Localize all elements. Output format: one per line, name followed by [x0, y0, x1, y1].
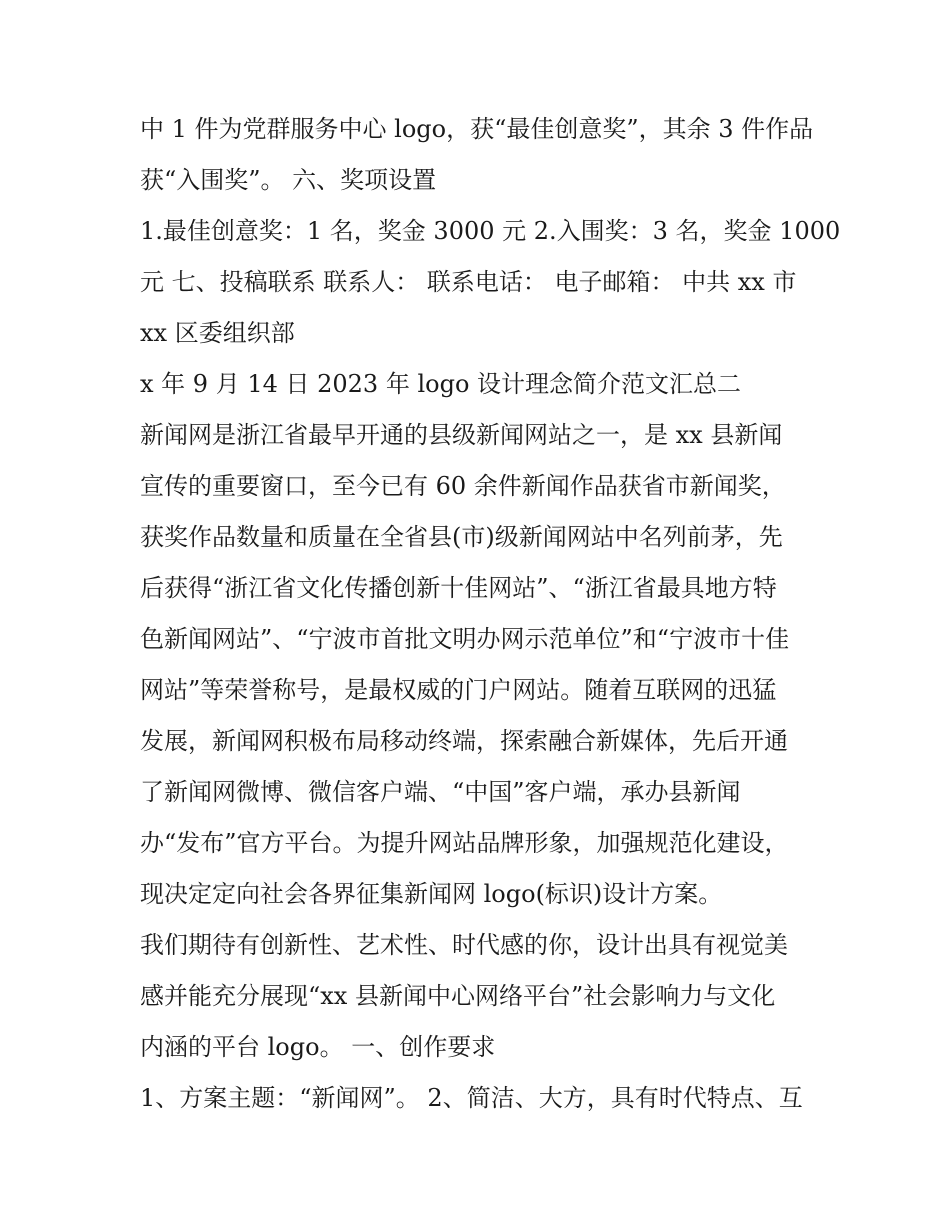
text-line: 感并能充分展现“xx 县新闻中心网络平台”社会影响力与文化	[140, 982, 776, 1010]
text-line: 发展，新闻网积极布局移动终端，探索融合新媒体，先后开通	[140, 727, 788, 755]
text-line: 1.最佳创意奖：1 名，奖金 3000 元 2.入围奖：3 名，奖金 1000	[140, 217, 841, 245]
text-line: xx 区委组织部	[140, 319, 295, 347]
section-heading: x 年 9 月 14 日 2023 年 logo 设计理念简介范文汇总二	[140, 370, 742, 398]
text-line: 我们期待有创新性、艺术性、时代感的你，设计出具有视觉美	[140, 931, 788, 959]
text-line: 办“发布”官方平台。为提升网站品牌形象，加强规范化建设，	[140, 829, 789, 857]
text-line: 网站”等荣誉称号，是最权威的门户网站。随着互联网的迅猛	[140, 676, 777, 704]
text-line: 新闻网是浙江省最早开通的县级新闻网站之一，是 xx 县新闻	[140, 421, 783, 449]
text-line: 色新闻网站”、“宁波市首批文明办网示范单位”和“宁波市十佳	[140, 625, 790, 653]
text-line: 获“入围奖”。 六、奖项设置	[140, 166, 437, 194]
text-line: 1、方案主题：“新闻网”。 2、简洁、大方，具有时代特点、互	[140, 1084, 803, 1112]
text-line: 现决定定向社会各界征集新闻网 logo(标识)设计方案。	[140, 880, 723, 908]
document-body	[140, 104, 841, 1124]
text-line: 了新闻网微博、微信客户端、“中国”客户端，承办县新闻	[140, 778, 741, 806]
text-line: 中 1 件为党群服务中心 logo，获“最佳创意奖”，其余 3 件作品	[140, 115, 814, 143]
text-line: 内涵的平台 logo。 一、创作要求	[140, 1033, 496, 1061]
text-line: 元 七、投稿联系 联系人： 联系电话： 电子邮箱： 中共 xx 市	[140, 268, 797, 296]
text-line: 后获得“浙江省文化传播创新十佳网站”、“浙江省最具地方特	[140, 574, 777, 602]
text-line: 宣传的重要窗口，至今已有 60 余件新闻作品获省市新闻奖，	[140, 472, 786, 500]
text-line: 获奖作品数量和质量在全省县(市)级新闻网站中名列前茅，先	[140, 523, 783, 551]
